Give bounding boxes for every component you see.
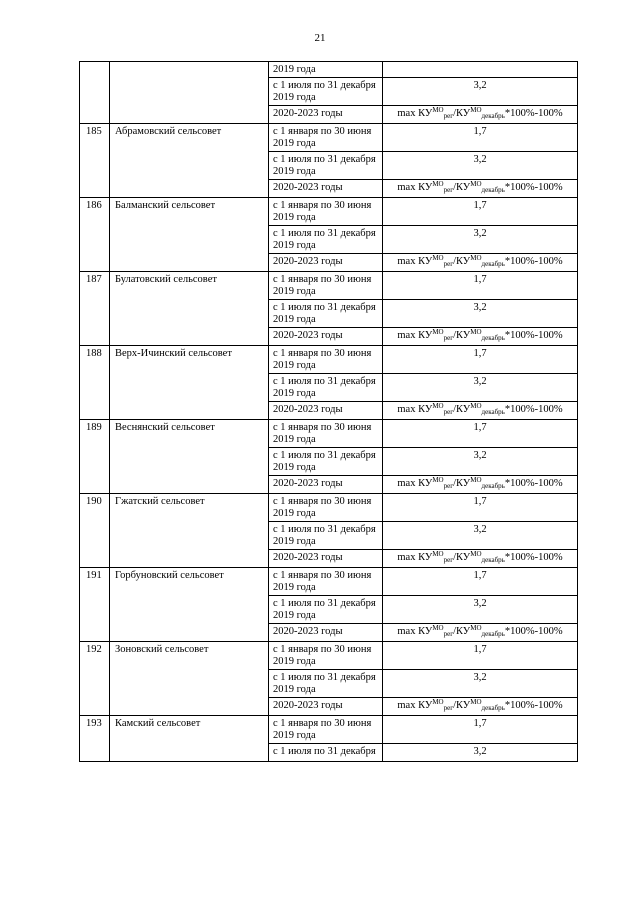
municipality-name-cell: Верх-Ичинский сельсовет (110, 345, 269, 419)
formula-cell: $\max КУ^{МО}_{рег}/КУ^{МО}_{декабрь}*100\%-100\%$ (383, 623, 578, 641)
table-row (80, 567, 578, 595)
table-row (80, 271, 578, 299)
value-cell: 1,7 (383, 493, 578, 521)
period-cell: с 1 января по 30 июня 2019 года (269, 567, 383, 595)
row-number-cell: 193 (80, 715, 110, 761)
period-cell: 2020-2023 годы (269, 253, 383, 271)
municipality-name-cell: Веснянский сельсовет (110, 419, 269, 493)
value-cell: 1,7 (383, 715, 578, 743)
period-cell: с 1 июля по 31 декабря 2019 года (269, 669, 383, 697)
period-cell: с 1 июля по 31 декабря (269, 743, 383, 761)
period-cell: 2020-2023 годы (269, 475, 383, 493)
municipality-name-cell: Камский сельсовет (110, 715, 269, 761)
table-row (80, 123, 578, 151)
period-cell: с 1 января по 30 июня 2019 года (269, 641, 383, 669)
value-cell: 3,2 (383, 743, 578, 761)
table-row (80, 715, 578, 743)
period-cell: с 1 июля по 31 декабря 2019 года (269, 225, 383, 253)
row-number-cell: 191 (80, 567, 110, 641)
row-number-cell: 187 (80, 271, 110, 345)
period-cell: с 1 января по 30 июня 2019 года (269, 715, 383, 743)
period-cell: с 1 июля по 31 декабря 2019 года (269, 299, 383, 327)
period-cell: с 1 января по 30 июня 2019 года (269, 271, 383, 299)
municipality-name-cell: Булатовский сельсовет (110, 271, 269, 345)
page-number: 21 (314, 32, 326, 44)
value-cell: 1,7 (383, 123, 578, 151)
period-cell: с 1 января по 30 июня 2019 года (269, 197, 383, 225)
period-cell: с 1 июля по 31 декабря 2019 года (269, 151, 383, 179)
period-cell: 2020-2023 годы (269, 623, 383, 641)
value-cell: 3,2 (383, 299, 578, 327)
formula-cell: $\max КУ^{МО}_{рег}/КУ^{МО}_{декабрь}*100\%-100\%$ (383, 475, 578, 493)
value-cell: 3,2 (383, 77, 578, 105)
period-cell: с 1 июля по 31 декабря 2019 года (269, 373, 383, 401)
period-cell: 2020-2023 годы (269, 179, 383, 197)
value-cell: 3,2 (383, 373, 578, 401)
period-cell: с 1 июля по 31 декабря 2019 года (269, 521, 383, 549)
municipality-name-cell: Абрамовский сельсовет (110, 123, 269, 197)
formula-cell: $\max КУ^{МО}_{рег}/КУ^{МО}_{декабрь}*100\%-100\%$ (383, 327, 578, 345)
municipality-name-cell: Зоновский сельсовет (110, 641, 269, 715)
formula-cell: $\max КУ^{МО}_{рег}/КУ^{МО}_{декабрь}*100\%-100\%$ (383, 253, 578, 271)
value-cell: 1,7 (383, 567, 578, 595)
formula-cell: $\max КУ^{МО}_{рег}/КУ^{МО}_{декабрь}*100\%-100\%$ (383, 105, 578, 123)
row-number-cell: 192 (80, 641, 110, 715)
period-cell: с 1 июля по 31 декабря 2019 года (269, 77, 383, 105)
period-cell: с 1 января по 30 июня 2019 года (269, 123, 383, 151)
value-cell: 1,7 (383, 197, 578, 225)
table-row (80, 345, 578, 373)
period-cell: 2020-2023 годы (269, 549, 383, 567)
row-number-cell: 190 (80, 493, 110, 567)
period-cell: 2020-2023 годы (269, 327, 383, 345)
table-row (80, 62, 578, 78)
value-cell: 3,2 (383, 595, 578, 623)
value-cell: 1,7 (383, 419, 578, 447)
municipality-name-cell: Горбуновский сельсовет (110, 567, 269, 641)
period-cell: 2020-2023 годы (269, 105, 383, 123)
value-cell: 1,7 (383, 345, 578, 373)
value-cell: 1,7 (383, 641, 578, 669)
tariff-table (79, 61, 578, 762)
table-row (80, 641, 578, 669)
row-number-cell: 189 (80, 419, 110, 493)
municipality-name-cell: Гжатский сельсовет (110, 493, 269, 567)
row-number-cell: 185 (80, 123, 110, 197)
value-cell: 3,2 (383, 669, 578, 697)
period-cell: с 1 января по 30 июня 2019 года (269, 345, 383, 373)
period-cell: с 1 июля по 31 декабря 2019 года (269, 447, 383, 475)
municipality-name-cell: Балманский сельсовет (110, 197, 269, 271)
row-number-cell: 188 (80, 345, 110, 419)
table-row (80, 493, 578, 521)
formula-cell: $\max КУ^{МО}_{рег}/КУ^{МО}_{декабрь}*100\%-100\%$ (383, 697, 578, 715)
period-cell: с 1 июля по 31 декабря 2019 года (269, 595, 383, 623)
period-cell: 2019 года (269, 62, 383, 78)
value-cell: 3,2 (383, 521, 578, 549)
table-row (80, 419, 578, 447)
formula-cell: $\max КУ^{МО}_{рег}/КУ^{МО}_{декабрь}*100\%-100\%$ (383, 179, 578, 197)
row-number-cell (80, 62, 110, 124)
value-cell: 3,2 (383, 151, 578, 179)
period-cell: с 1 января по 30 июня 2019 года (269, 419, 383, 447)
formula-cell: $\max КУ^{МО}_{рег}/КУ^{МО}_{декабрь}*100\%-100\%$ (383, 549, 578, 567)
value-cell: 1,7 (383, 271, 578, 299)
table-row (80, 197, 578, 225)
period-cell: 2020-2023 годы (269, 697, 383, 715)
period-cell: с 1 января по 30 июня 2019 года (269, 493, 383, 521)
formula-cell: $\max КУ^{МО}_{рег}/КУ^{МО}_{декабрь}*100\%-100\%$ (383, 401, 578, 419)
row-number-cell: 186 (80, 197, 110, 271)
municipality-name-cell (110, 62, 269, 124)
value-cell (383, 62, 578, 78)
value-cell: 3,2 (383, 225, 578, 253)
period-cell: 2020-2023 годы (269, 401, 383, 419)
value-cell: 3,2 (383, 447, 578, 475)
